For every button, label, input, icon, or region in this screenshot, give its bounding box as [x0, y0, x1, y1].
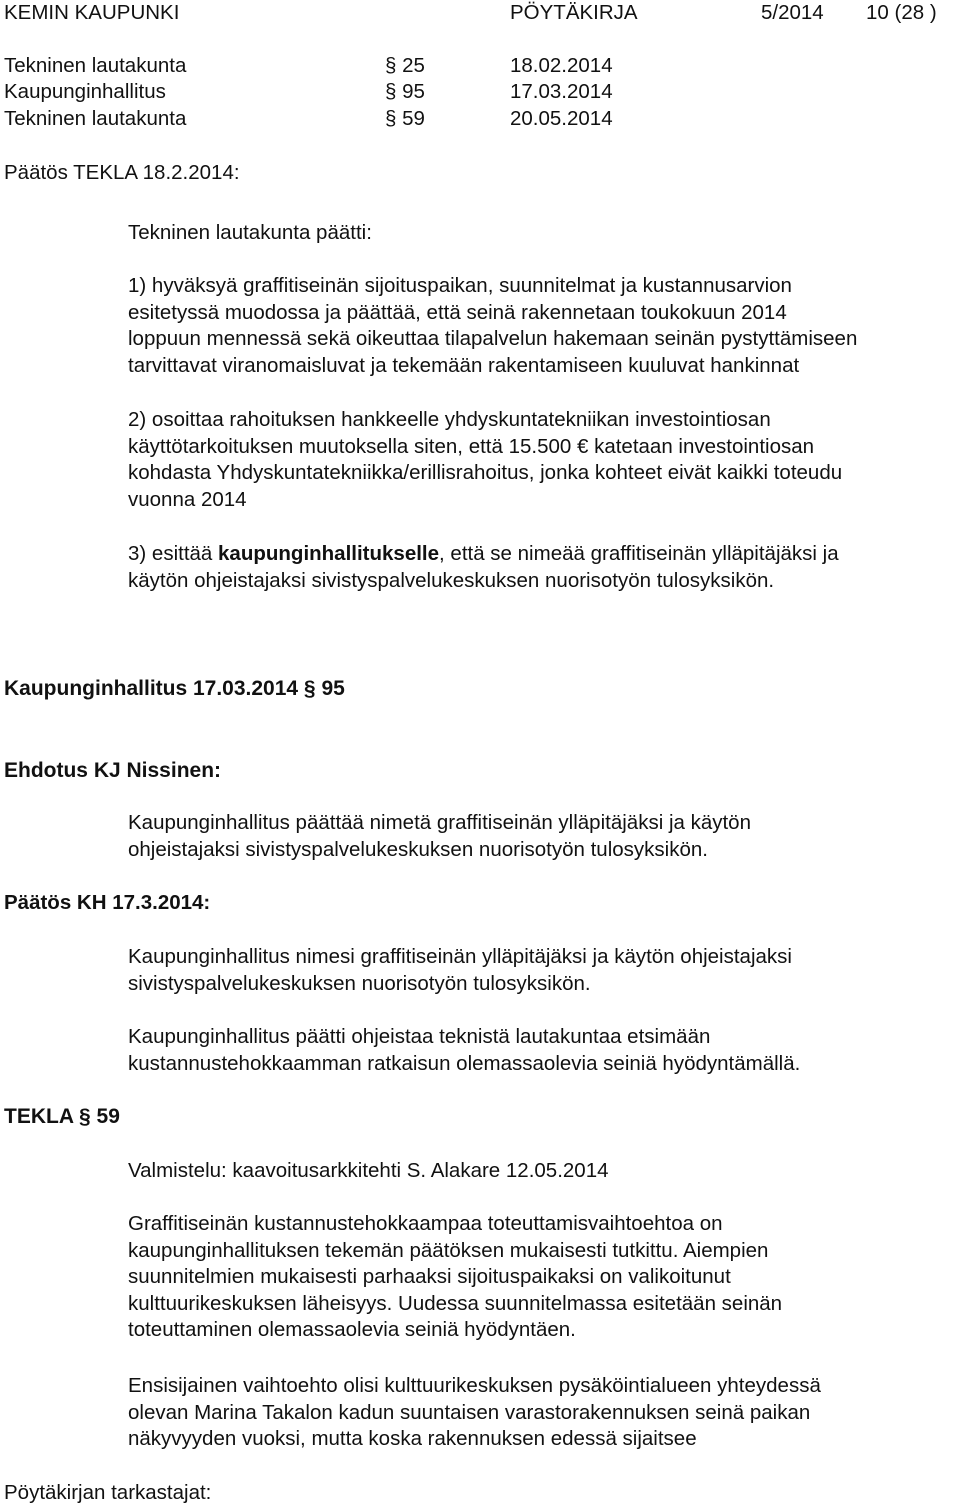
doc-number: 5/2014 [761, 1, 824, 24]
proposal-heading: Ehdotus KJ Nissinen: [4, 759, 222, 782]
org-name: KEMIN KAUPUNKI [4, 1, 180, 24]
doc-type: PÖYTÄKIRJA [510, 1, 638, 24]
ref-date-1: 18.02.2014 [510, 54, 613, 77]
ref-date-2: 17.03.2014 [510, 80, 613, 103]
proposal-text: Kaupunginhallitus päättää nimetä graffitiseinän ylläpitäjäksi ja käytön ohjeistajaksi sivistyspalvelukeskuksen nuorisotyön tulosyksikön. [128, 811, 751, 861]
decision-heading: Päätös TEKLA 18.2.2014: [4, 161, 240, 184]
kh-section-heading: Kaupunginhallitus 17.03.2014 § 95 [4, 677, 345, 700]
kh-decision-paragraph-1: Kaupunginhallitus nimesi graffitiseinän ylläpitäjäksi ja käytön ohjeistajaksi sivistyspalvelukeskuksen nuorisotyön tulosyksikön. [128, 945, 792, 995]
ref-date-3: 20.05.2014 [510, 107, 613, 130]
ref-section-2: § 95 [385, 80, 425, 103]
ref-section-1: § 25 [385, 54, 425, 77]
tekla-paragraph-1: Graffitiseinän kustannustehokkaampaa toteuttamisvaihtoehtoa on kaupunginhallituksen tekemän päätöksen mukaisesti tutkittu. Aiempien suunnitelmien mukaisesti parhaaksi sijoituspaikaksi on valikoitunut kulttuurikeskuksen läheisyys. Uudessa suunnitelmassa esitetään seinän toteuttaminen olemassaolevia seiniä hyödyntäen. [128, 1212, 783, 1341]
tekla-paragraph-2: Ensisijainen vaihtoehto olisi kulttuurikeskuksen pysäköintialueen yhteydessä olevan Marina Takalon kadun suuntaisen varastorakennuksen seinä paikan näkyvyyden vuoksi, mutta koska rakennuksen edessä sijaitsee [128, 1374, 821, 1450]
ref-body-1: Tekninen lautakunta [4, 54, 187, 77]
ref-section-3: § 59 [385, 107, 425, 130]
decision-intro: Tekninen lautakunta päätti: [128, 221, 372, 244]
page-number: 10 (28 ) [866, 1, 937, 24]
preparation-line: Valmistelu: kaavoitusarkkitehti S. Alakare 12.05.2014 [128, 1159, 609, 1182]
decision-paragraph-2: 2) osoittaa rahoituksen hankkeelle yhdyskuntatekniikan investointiosan käyttötarkoituksen muutoksella siten, että 15.500 € katetaan investointiosan kohdasta Yhdyskuntatekniikka/erillisrahoitus, jonka kohteet eivät kaikki toteudu vuonna 2014 [128, 408, 843, 511]
ref-body-3: Tekninen lautakunta [4, 107, 187, 130]
kh-decision-heading: Päätös KH 17.3.2014: [4, 891, 211, 914]
kh-decision-paragraph-2: Kaupunginhallitus päätti ohjeistaa teknistä lautakuntaa etsimään kustannustehokkaamman ratkaisun olemassaolevia seiniä hyödyntämällä. [128, 1025, 801, 1075]
tekla-section-heading: TEKLA § 59 [4, 1105, 120, 1128]
decision-paragraph-1: 1) hyväksyä graffitiseinän sijoituspaikan, suunnitelmat ja kustannusarvion esitetyssä muodossa ja päättää, että seinä rakennetaan toukokuun 2014 loppuun mennessä sekä oikeuttaa tilapalvelun hakemaan seinän pystyttämiseen tarvittavat viranomaisluvat ja tekemään rakentamiseen kuuluvat hankinnat [128, 274, 858, 377]
decision-paragraph-3: 3) esittää kaupunginhallitukselle, että se nimeää graffitiseinän ylläpitäjäksi ja käytön ohjeistajaksi sivistyspalvelukeskuksen nuorisotyön tulosyksikön. [128, 542, 839, 592]
footer-reviewers: Pöytäkirjan tarkastajat: [4, 1481, 212, 1504]
ref-body-2: Kaupunginhallitus [4, 80, 166, 103]
